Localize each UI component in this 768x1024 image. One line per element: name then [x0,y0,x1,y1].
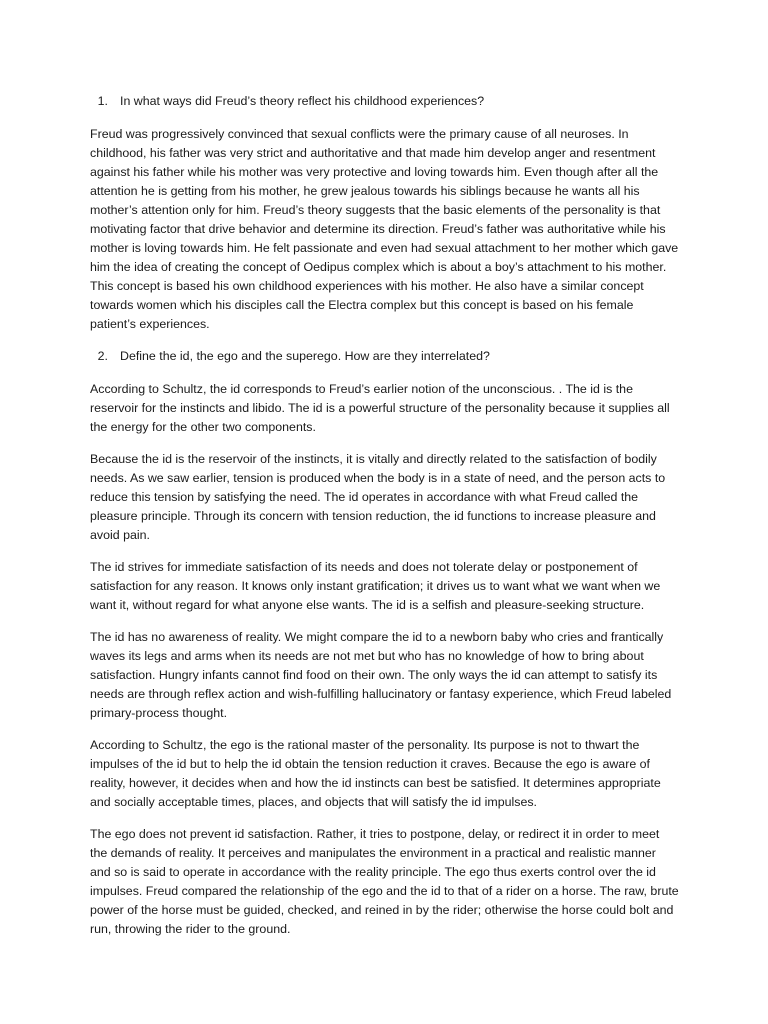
answer-paragraph: The id has no awareness of reality. We might compare the id to a newborn baby who cries and frantically waves its legs and arms when its needs are not met but who has no knowledge of how to bring about satisfaction. Hungry infants cannot find food on their own. The only ways the id can attempt to satisfy its needs are through reflex action and wish-fulfilling hallucinatory or fantasy experience, which Freud labeled primary-process thought. [90,630,672,720]
answer-paragraph: The ego does not prevent id satisfaction. Rather, it tries to postpone, delay, or redirect it in order to meet the demands of reality. It perceives and manipulates the environment in a practical and realistic manner and so is said to operate in accordance with the reality principle. The ego thus exerts control over the id impulses. Freud compared the relationship of the ego and the id to that of a rider on a horse. The raw, brute power of the horse must be guided, checked, and reined in by the rider; otherwise the horse could bolt and run, throwing the rider to the ground. [90,827,679,936]
answer-paragraph: According to Schultz, the id corresponds to Freud’s earlier notion of the unconscious. . The id is the reservoir for the instincts and libido. The id is a powerful structure of the personality because it supplies all the energy for the other two components. [90,382,670,434]
question-number: 1. [97,94,108,108]
document-page [90,92,680,952]
question-number: 2. [97,349,108,363]
answer-paragraph: Freud was progressively convinced that sexual conflicts were the primary cause of all neuroses. In childhood, his father was very strict and authoritative and that made him develop anger and resentment against his father while his mother was very protective and loving towards him. Even though after all the attention he is getting from his mother, he grew jealous towards his siblings because he wants all his mother’s attention only for him. Freud’s theory suggests that the basic elements of the personality is that motivating factor that drive behavior and determine its direction. Freud’s father was authoritative while his mother is loving towards him. He felt passionate and even had sexual attachment to her mother which gave him the idea of creating the concept of Oedipus complex which is about a boy’s attachment to his mother. This concept is based his own childhood experiences with his mother. He also have a similar concept towards women which his disciples call the Electra complex but this concept is based on his female patient’s experiences. [90,127,679,331]
question-text: Define the id, the ego and the superego. How are they interrelated? [120,349,490,363]
question-2 [90,347,680,366]
answer-paragraph: Because the id is the reservoir of the instincts, it is vitally and directly related to the satisfaction of bodily needs. As we saw earlier, tension is produced when the body is in a state of need, and the person acts to reduce this tension by satisfying the need. The id operates in accordance with what Freud called the pleasure principle. Through its concern with tension reduction, the id functions to increase pleasure and avoid pain. [90,452,666,542]
answer-paragraph: The id strives for immediate satisfaction of its needs and does not tolerate delay or postponement of satisfaction for any reason. It knows only instant gratification; it drives us to want what we want when we want it, without regard for what anyone else wants. The id is a selfish and pleasure-seeking structure. [90,560,661,612]
question-text: In what ways did Freud’s theory reflect his childhood experiences? [120,94,485,108]
answer-paragraph: According to Schultz, the ego is the rational master of the personality. Its purpose is not to thwart the impulses of the id but to help the id obtain the tension reduction it craves. Because the ego is aware of reality, however, it decides when and how the id instincts can best be satisfied. It determines appropriate and socially acceptable times, places, and objects that will satisfy the id impulses. [90,738,661,809]
question-1 [90,92,680,111]
